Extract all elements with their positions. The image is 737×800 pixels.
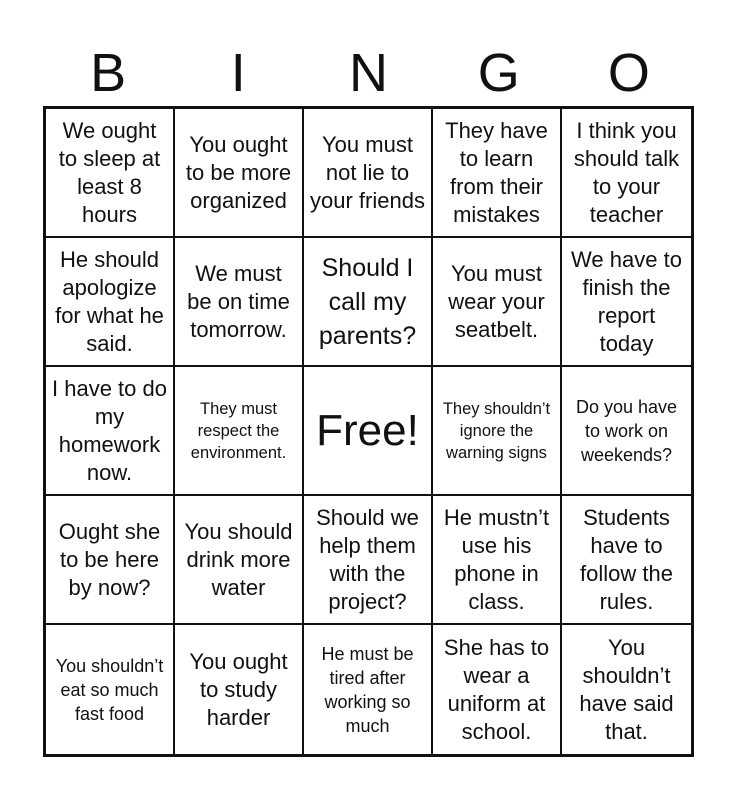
- header-letter-i: I: [230, 43, 246, 103]
- bingo-cell-r1c2[interactable]: You ought to be more organized: [175, 109, 304, 238]
- bingo-cell-r4c1[interactable]: Ought she to be here by now?: [46, 496, 175, 625]
- bingo-cell-r5c1[interactable]: You shouldn’t eat so much fast food: [46, 625, 175, 754]
- bingo-cell-r3c1[interactable]: I have to do my homework now.: [46, 367, 175, 496]
- bingo-cell-free[interactable]: Free!: [304, 367, 433, 496]
- bingo-cell-r3c5[interactable]: Do you have to work on weekends?: [562, 367, 691, 496]
- bingo-cell-r2c2[interactable]: We must be on time tomorrow.: [175, 238, 304, 367]
- bingo-cell-r1c4[interactable]: They have to learn from their mistakes: [433, 109, 562, 238]
- bingo-cell-r1c1[interactable]: We ought to sleep at least 8 hours: [46, 109, 175, 238]
- bingo-cell-r5c2[interactable]: You ought to study harder: [175, 625, 304, 754]
- bingo-cell-r2c3[interactable]: Should I call my parents?: [304, 238, 433, 367]
- header-letter-g: G: [477, 43, 520, 103]
- bingo-cell-r4c4[interactable]: He mustn’t use his phone in class.: [433, 496, 562, 625]
- bingo-cell-r3c4[interactable]: They shouldn’t ignore the warning signs: [433, 367, 562, 496]
- bingo-cell-r1c3[interactable]: You must not lie to your friends: [304, 109, 433, 238]
- header-letter-b: B: [90, 43, 127, 103]
- bingo-cell-r4c2[interactable]: You should drink more water: [175, 496, 304, 625]
- bingo-cell-r5c3[interactable]: He must be tired after working so much: [304, 625, 433, 754]
- bingo-cell-r2c5[interactable]: We have to finish the report today: [562, 238, 691, 367]
- bingo-cell-r1c5[interactable]: I think you should talk to your teacher: [562, 109, 691, 238]
- bingo-board: [43, 106, 694, 757]
- bingo-cell-r4c5[interactable]: Students have to follow the rules.: [562, 496, 691, 625]
- bingo-cell-r5c5[interactable]: You shouldn’t have said that.: [579, 634, 674, 744]
- bingo-cell-r5c4[interactable]: She has to wear a uniform at school.: [433, 625, 562, 754]
- bingo-cell-r4c3[interactable]: Should we help them with the project?: [304, 496, 433, 625]
- bingo-cell-r3c2[interactable]: They must respect the environment.: [175, 367, 304, 496]
- bingo-cell-r2c1[interactable]: He should apologize for what he said.: [46, 238, 175, 367]
- bingo-cell-r2c4[interactable]: You must wear your seatbelt.: [433, 238, 562, 367]
- header-letter-o: O: [607, 43, 650, 103]
- header-letter-n: N: [348, 43, 388, 103]
- bingo-header: [43, 40, 694, 106]
